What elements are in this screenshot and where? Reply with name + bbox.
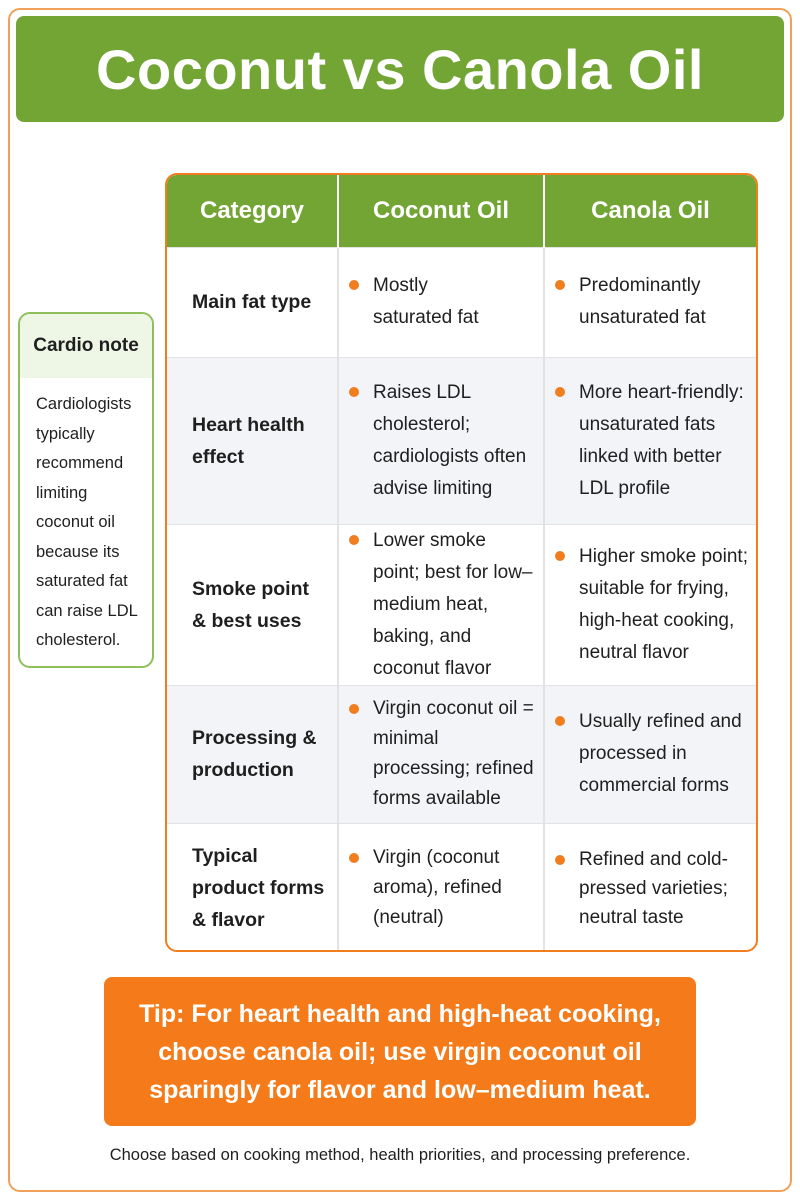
category-label: Smoke point & best uses	[192, 577, 310, 632]
coconut-cell	[338, 524, 544, 685]
bullet-dot-icon	[555, 716, 565, 726]
bullet-dot-icon	[349, 704, 359, 714]
table-row	[167, 247, 756, 357]
footer-note: Choose based on cooking method, health priorities, and processing preference.	[109, 1146, 691, 1164]
header-canola-oil: Canola Oil	[544, 175, 756, 247]
coconut-cell	[338, 247, 544, 357]
comparison-table	[165, 173, 758, 952]
row-category	[167, 357, 338, 524]
coconut-text: Virgin (coconut aroma), refined (neutral)	[373, 847, 502, 929]
coconut-cell	[338, 823, 544, 952]
bullet-dot-icon	[555, 387, 565, 397]
header-coconut-oil: Coconut Oil	[338, 175, 544, 247]
bullet-dot-icon	[555, 280, 565, 290]
title-banner	[16, 16, 784, 122]
canola-cell	[544, 823, 756, 952]
canola-text: More heart-friendly: unsaturated fats linked with better LDL profile	[579, 381, 744, 499]
cardio-note-heading: Cardio note	[20, 314, 152, 378]
category-label: Main fat type	[192, 291, 312, 313]
row-category	[167, 685, 338, 823]
coconut-text: Mostly saturated fat	[373, 275, 479, 328]
bullet-dot-icon	[555, 551, 565, 561]
row-category	[167, 524, 338, 685]
row-category	[167, 247, 338, 357]
bullet-dot-icon	[349, 387, 359, 397]
bullet-dot-icon	[349, 535, 359, 545]
table-header-row	[167, 175, 756, 247]
category-label: Processing & production	[192, 727, 317, 781]
category-label: Typical product forms & flavor	[192, 845, 325, 932]
canola-cell	[544, 247, 756, 357]
table-row	[167, 685, 756, 823]
canola-cell	[544, 357, 756, 524]
table-row	[167, 357, 756, 524]
tip-text: Tip: For heart health and high-heat cooking, choose canola oil; use virgin coconut oil sparingly for flavor and low–medium heat.	[139, 999, 661, 1104]
canola-text: Refined and cold-pressed varieties; neutral taste	[579, 848, 728, 928]
coconut-cell	[338, 357, 544, 524]
coconut-text: Virgin coconut oil = minimal processing; refined forms available	[373, 698, 534, 809]
coconut-text: Raises LDL cholesterol; cardiologists often advise limiting	[373, 381, 527, 499]
canola-text: Higher smoke point; suitable for frying, high-heat cooking, neutral flavor	[579, 545, 748, 663]
canola-text: Predominantly unsaturated fat	[579, 275, 706, 328]
category-label: Heart health effect	[192, 413, 305, 468]
bullet-dot-icon	[555, 855, 565, 865]
coconut-text: Lower smoke point; best for low–medium heat, baking, and coconut flavor	[373, 529, 533, 679]
page-title: Coconut vs Canola Oil	[96, 37, 704, 101]
cardio-note-body: Cardiologists typically recommend limiting coconut oil because its saturated fat can raise LDL cholesterol.	[36, 395, 138, 649]
header-category: Category	[167, 175, 338, 247]
coconut-cell	[338, 685, 544, 823]
bullet-dot-icon	[349, 280, 359, 290]
cardio-note-card	[18, 312, 154, 668]
tip-callout	[104, 977, 696, 1126]
canola-text: Usually refined and processed in commercial forms	[579, 711, 742, 796]
canola-cell	[544, 685, 756, 823]
row-category	[167, 823, 338, 952]
table-row	[167, 524, 756, 685]
table-row	[167, 823, 756, 952]
bullet-dot-icon	[349, 853, 359, 863]
canola-cell	[544, 524, 756, 685]
